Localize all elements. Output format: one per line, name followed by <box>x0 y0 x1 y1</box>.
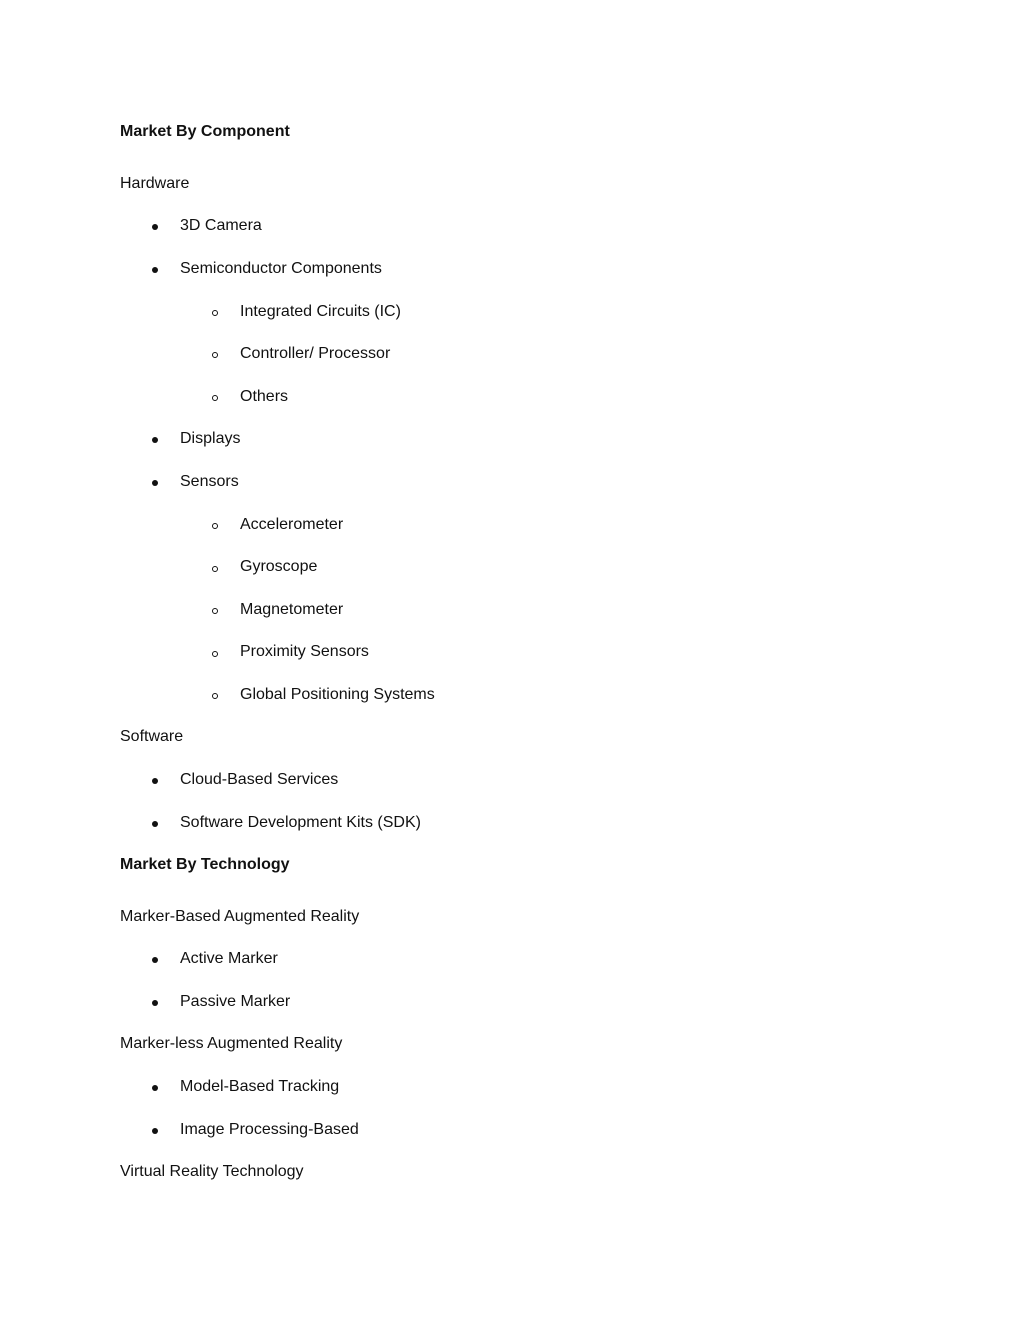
list-item-global-positioning-systems: Global Positioning Systems <box>240 686 435 703</box>
bullet-dot-icon <box>152 1128 158 1134</box>
bullet-dot-icon <box>152 821 158 827</box>
bullet-circle-icon <box>212 523 218 529</box>
list-item-displays: Displays <box>180 430 241 447</box>
bullet-circle-icon <box>212 693 218 699</box>
bullet-dot-icon <box>152 480 158 486</box>
bullet-circle-icon <box>212 310 218 316</box>
list-item-magnetometer: Magnetometer <box>240 601 344 618</box>
list-item-model-based-tracking: Model-Based Tracking <box>180 1078 340 1095</box>
list-item-proximity-sensors: Proximity Sensors <box>240 643 369 660</box>
software-label: Software <box>120 728 184 745</box>
bullet-circle-icon <box>212 651 218 657</box>
bullet-dot-icon <box>152 778 158 784</box>
list-item-active-marker: Active Marker <box>180 950 278 967</box>
section-heading-technology: Market By Technology <box>120 856 290 873</box>
bullet-dot-icon <box>152 437 158 443</box>
list-item-image-processing-based: Image Processing-Based <box>180 1121 359 1138</box>
bullet-dot-icon <box>152 1000 158 1006</box>
section-heading-component: Market By Component <box>120 123 290 140</box>
list-item-integrated-circuits: Integrated Circuits (IC) <box>240 303 401 320</box>
bullet-dot-icon <box>152 267 158 273</box>
list-item-passive-marker: Passive Marker <box>180 993 291 1010</box>
bullet-circle-icon <box>212 395 218 401</box>
marker-based-label: Marker-Based Augmented Reality <box>120 908 360 925</box>
bullet-dot-icon <box>152 1085 158 1091</box>
bullet-dot-icon <box>152 224 158 230</box>
list-item-semiconductor-components: Semiconductor Components <box>180 260 382 277</box>
hardware-label: Hardware <box>120 175 190 192</box>
list-item-sensors: Sensors <box>180 473 239 490</box>
list-item-gyroscope: Gyroscope <box>240 558 318 575</box>
list-item-others: Others <box>240 388 289 405</box>
bullet-circle-icon <box>212 352 218 358</box>
markerless-label: Marker-less Augmented Reality <box>120 1035 343 1052</box>
list-item-sdk: Software Development Kits (SDK) <box>180 814 421 831</box>
bullet-circle-icon <box>212 566 218 572</box>
list-item-accelerometer: Accelerometer <box>240 516 344 533</box>
list-item-controller-processor: Controller/ Processor <box>240 345 391 362</box>
list-item-3d-camera: 3D Camera <box>180 217 262 234</box>
vr-technology-label: Virtual Reality Technology <box>120 1163 304 1180</box>
bullet-dot-icon <box>152 957 158 963</box>
bullet-circle-icon <box>212 608 218 614</box>
list-item-cloud-based-services: Cloud-Based Services <box>180 771 339 788</box>
